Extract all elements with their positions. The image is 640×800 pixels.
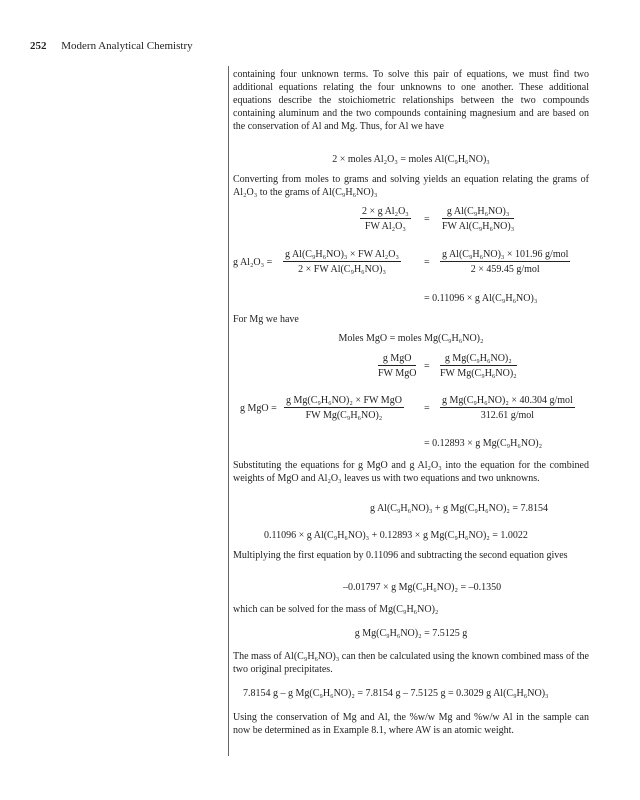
paragraph-1: containing four unknown terms. To solve this pair of equations, we must find two additional equations relating the four unknowns to one another. These additional equations describe the stoichiometric relationships between the two compounds containing aluminum and the two compounds containing magnesium and are based on the conservation of Al and Mg. Thus, for Al we have (233, 69, 589, 132)
equation-9: g Al(C₉H₆NO)₃ + g Mg(C₉H₆NO)₂ = 7.8154 (370, 503, 549, 514)
paragraph-3: For Mg we have (233, 314, 299, 325)
equation-7-fraction-2 (440, 395, 575, 421)
margin-rule (228, 66, 229, 756)
fraction-numerator: g Mg(C₉H₆NO)₂ (440, 353, 517, 366)
equation-1: 2 × moles Al₂O₃ = moles Al(C₉H₆NO)₃ (332, 154, 490, 165)
equation-13: 7.8154 g – g Mg(C₉H₆NO)₂ = 7.8154 g – 7.5125 g = 0.3029 g Al(C₉H₆NO)₃ (243, 688, 549, 699)
equation-11: –0.01797 × g Mg(C₉H₆NO)₂ = –0.1350 (343, 582, 502, 593)
equals-sign: = (424, 214, 430, 225)
running-title: Modern Analytical Chemistry (61, 40, 193, 52)
paragraph-2: Converting from moles to grams and solving yields an equation relating the grams of Al₂O₃ to the grams of Al(C₉H₆NO)₃ (233, 174, 589, 198)
equation-6-left-fraction (378, 353, 416, 379)
equation-3-fraction-1 (283, 249, 401, 275)
fraction-numerator: g MgO (378, 353, 416, 366)
fraction-denominator: 2 × FW Al(C₉H₆NO)₃ (298, 264, 386, 275)
paragraph-5: Multiplying the first equation by 0.11096 and subtracting the second equation gives (233, 550, 568, 561)
equation-6-right-fraction (440, 353, 517, 379)
fraction-numerator: g Al(C₉H₆NO)₃ × 101.96 g/mol (442, 249, 569, 260)
paragraph-7: The mass of Al(C₉H₆NO)₃ can then be calculated using the known combined mass of the two original precipitates. (233, 651, 589, 675)
equation-10: 0.11096 × g Al(C₉H₆NO)₃ + 0.12893 × g Mg(C₉H₆NO)₂ = 1.0022 (264, 530, 528, 541)
equation-7-fraction-1 (284, 395, 404, 421)
equation-2-right-fraction (442, 206, 514, 232)
fraction-denominator: 312.61 g/mol (480, 410, 535, 421)
equals-sign: = (424, 257, 430, 268)
paragraph-8: Using the conservation of Mg and Al, the %w/w Mg and %w/w Al in the sample can now be determined as in Example 8.1, where AW is an atomic weight. (233, 712, 589, 736)
equation-12: g Mg(C₉H₆NO)₂ = 7.5125 g (354, 628, 468, 639)
fraction-denominator: FW Al(C₉H₆NO)₃ (442, 221, 515, 232)
page-header (30, 40, 193, 52)
equals-sign: = (424, 361, 430, 372)
fraction-numerator: g Al(C₉H₆NO)₃ (442, 206, 514, 219)
paragraph-6: which can be solved for the mass of Mg(C₉H₆NO)₂ (233, 604, 439, 615)
fraction-denominator: FW Mg(C₉H₆NO)₂ (440, 368, 517, 379)
equation-2-left-fraction (360, 206, 411, 232)
fraction-numerator: g Al(C₉H₆NO)₃ × FW Al₂O₃ (285, 249, 400, 260)
equation-8: = 0.12893 × g Mg(C₉H₆NO)₂ (424, 438, 543, 449)
equation-7-lhs: g MgO = (240, 403, 277, 414)
equation-3-lhs: g Al₂O₃ = (233, 257, 273, 268)
fraction-denominator: FW MgO (378, 368, 417, 379)
equals-sign: = (424, 403, 430, 414)
equation-5: Moles MgO = moles Mg(C₉H₆NO)₂ (338, 333, 484, 344)
fraction-denominator: FW Mg(C₉H₆NO)₂ (305, 410, 383, 421)
fraction-numerator: g Mg(C₉H₆NO)₂ × 40.304 g/mol (442, 395, 573, 406)
paragraph-4: Substituting the equations for g MgO and g Al₂O₃ into the equation for the combined weights of MgO and Al₂O₃ leaves us with two equations and two unknowns. (233, 460, 589, 484)
fraction-numerator: g Mg(C₉H₆NO)₂ × FW MgO (286, 395, 402, 406)
equation-3-fraction-2 (440, 249, 570, 275)
page-number: 252 (30, 40, 47, 52)
fraction-numerator: 2 × g Al₂O₃ (362, 206, 409, 217)
fraction-denominator: FW Al₂O₃ (364, 221, 406, 232)
equation-4: = 0.11096 × g Al(C₉H₆NO)₃ (424, 293, 538, 304)
fraction-denominator: 2 × 459.45 g/mol (470, 264, 540, 275)
